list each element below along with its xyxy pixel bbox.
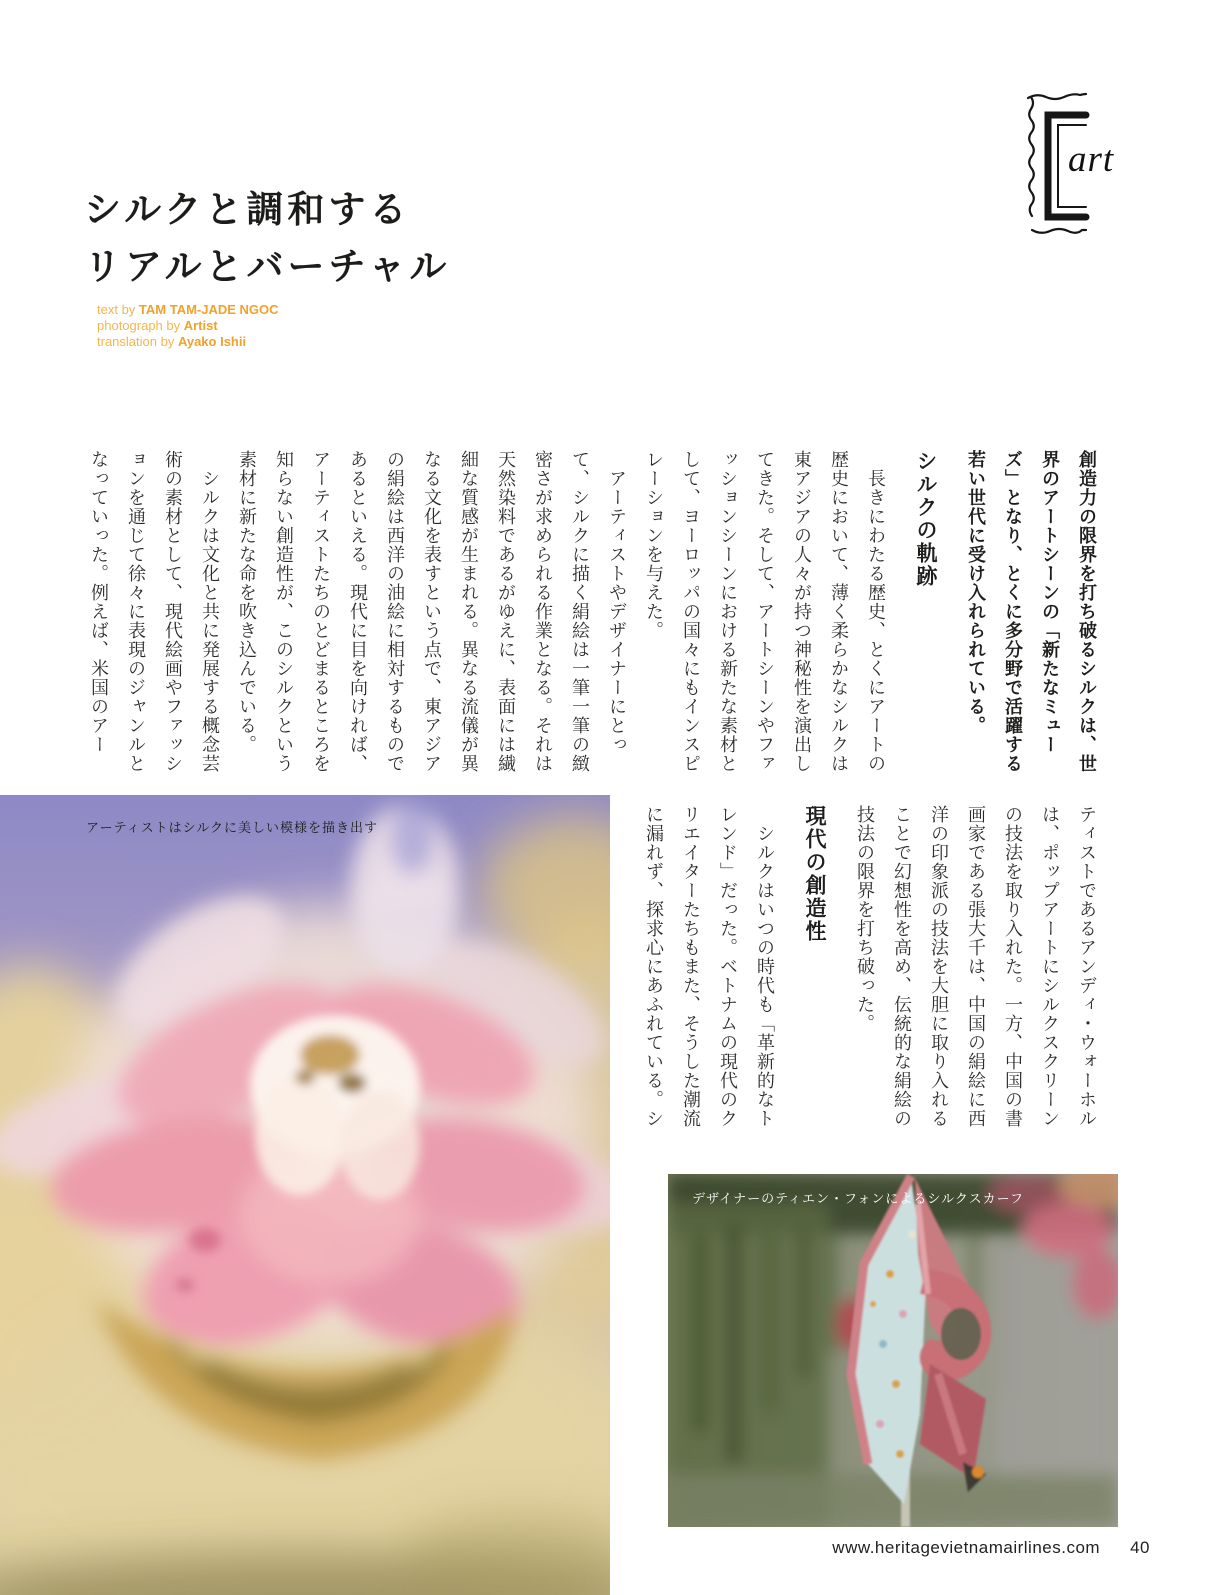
credits xyxy=(97,302,279,350)
section-label: art xyxy=(1068,139,1115,180)
credit-label: photograph by xyxy=(97,318,184,333)
silk-painting-artwork xyxy=(0,795,610,1595)
website-url: www.heritagevietnamairlines.com xyxy=(832,1538,1101,1557)
credit-name: Ayako Ishii xyxy=(177,334,247,349)
credit-label: translation by xyxy=(97,334,178,349)
silk-scarf-photo xyxy=(668,1174,1118,1527)
credit-row xyxy=(97,318,279,334)
painting-caption: アーティストはシルクに美しい模様を描き出す xyxy=(86,820,378,835)
body-paragraph: ティストであるアンディ・ウォーホルは、ポップアートにシルクスクリーンの技法を取り入れた。一方、中国の書画家である張大千は、中国の絹絵に西洋の印象派の技法を大胆に取り入れることで幻想性を高め、伝統的な絹絵の技法の限界を打ち破った。 xyxy=(855,805,1097,1128)
credit-row xyxy=(97,302,279,318)
section-heading-modern-creativity: 現代の創造性 xyxy=(803,805,826,943)
article-body-block-1 xyxy=(80,450,1105,774)
section-heading-silk-history: シルクの軌跡 xyxy=(914,450,937,588)
title-line: リアルとバーチャル xyxy=(84,246,451,287)
body-paragraph: シルクは文化と共に発展する概念芸術の素材として、現代絵画やファッションを通じて徐々に表現のジャンルとなっていった。例えば、米国のアー xyxy=(89,450,220,773)
title-line: シルクと調和する xyxy=(84,189,411,230)
article-body-block-2 xyxy=(635,805,1105,1131)
silk-scarf-artwork xyxy=(668,1174,1118,1527)
scarf-caption: デザイナーのティエン・フォンによるシルクスカーフ xyxy=(692,1191,1025,1206)
credit-name: TAM TAM-JADE NGOC xyxy=(138,302,279,317)
page-footer xyxy=(832,1538,1150,1558)
body-paragraph: 長きにわたる歴史、とくにアートの歴史において、薄く柔らかなシルクは東アジアの人々が持つ神秘性を演出してきた。そして、アートシーンやファッションシーンにおける新たな素材として、ヨーロッパの国々にもインスピレーションを与えた。 xyxy=(644,450,886,773)
art-section-badge xyxy=(1018,84,1132,240)
page-number: 40 xyxy=(1130,1538,1150,1557)
article-title xyxy=(84,181,450,295)
body-paragraph: アーティストやデザイナーにとって、シルクに描く絹絵は一筆一筆の緻密さが求められる作業となる。それは天然染料であるがゆえに、表面には繊細な質感が生まれる。異なる流儀が異なる文化を表すという点で、東アジアの絹絵は西洋の油絵に相対するものであるといえる。現代に目を向ければ、アーティストたちのとどまるところを知らない創造性が、このシルクという素材に新たな命を吹き込んでいる。 xyxy=(237,450,627,773)
credit-label: text by xyxy=(97,302,139,317)
credit-row xyxy=(97,334,279,350)
body-paragraph: シルクはいつの時代も「革新的なトレンド」だった。ベトナムの現代のクリエイターたちもまた、そうした潮流に漏れず、探求心にあふれている。シ xyxy=(644,805,775,1128)
silk-painting-image xyxy=(0,795,610,1595)
lead-paragraph: 創造力の限界を打ち破るシルクは、世界のアートシーンの「新たなミューズ」となり、とくに多分野で活躍する若い世代に受け入れられている。 xyxy=(966,450,1097,773)
credit-name: Artist xyxy=(183,318,218,333)
